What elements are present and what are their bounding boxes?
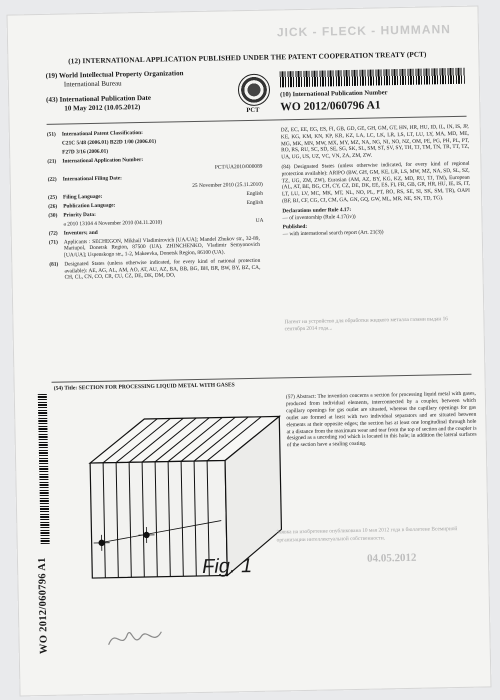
designated-states-continued: DZ, EC, EE, EG, ES, FI, GB, GD, GE, GH, GM, GT, HN, HR, HU, ID, IL, IN, IS, JP, KE, KG, KM, KN, KP, KR, KZ, LA, LC, LK, LR, LS, LT, LU, LY, MA, MD, ME, MG, MK, MN, MW, MX, MY, MZ, NA, NG, NI, NO, NZ, OM, PE, PG, PH, PL, PT, RO, RS, RU, SC, SD, SE, SG, SK, SL, SM, ST, SV, SY, TH, TJ, TM, TN, TR, TT, TZ, UA, UG, US, UZ, VC, VN, ZA, ZM, ZW.	[280, 123, 470, 161]
publication-date: 10 May 2012 (10.05.2012)	[64, 103, 141, 113]
organization-block	[46, 68, 246, 90]
publication-date-label: (43) International Publication Date	[46, 93, 152, 104]
document-title-line: (12) INTERNATIONAL APPLICATION PUBLISHED UNDER THE PATENT COOPERATION TREATY (PCT)	[68, 50, 427, 66]
biblio-row: C21C 5/48 (2006.01) B22D 1/00 (2006.01)	[61, 138, 157, 147]
bibliographic-data	[47, 128, 265, 284]
published-text: — with international search report (Art. 21(3))	[282, 229, 384, 238]
figure-label: Fig. 1	[201, 554, 253, 578]
declarations-title: Declarations under Rule 4.17:	[282, 206, 352, 215]
pct-label: PCT	[246, 106, 260, 115]
invention-title: (54) Title: SECTION FOR PROCESSING LIQUID METAL WITH GASES	[53, 382, 235, 392]
organization-subtitle: International Bureau	[63, 79, 122, 89]
publication-number-label: (10) International Publication Number	[280, 89, 388, 99]
publication-date-block	[46, 92, 246, 114]
biblio-row: (30) Priority Data:	[48, 211, 96, 219]
biblio-row: (72) Inventors; and	[48, 229, 98, 237]
biblio-row: F27D 3/16 (2006.01)	[62, 148, 109, 156]
published-title: Published:	[282, 224, 308, 231]
biblio-row: (22) International Filing Date:	[47, 175, 123, 183]
bleed-through-text: Патент на устройство для обработки жидкого металла газами выдан 16 сентября 2014 года...	[284, 316, 449, 333]
biblio-row: a 2010 13104 4 November 2010 (04.11.2010) UA	[63, 217, 264, 228]
date-stamp: 04.05.2012	[366, 551, 417, 565]
declarations	[282, 204, 470, 221]
header-divider	[47, 116, 467, 125]
biblio-row: (21) International Application Number:	[47, 156, 144, 165]
patent-document-page	[6, 6, 491, 697]
publication-number: WO 2012/060796 A1	[280, 99, 381, 114]
published-note	[283, 221, 471, 238]
side-publication-number: WO 2012/060796 A1	[36, 557, 50, 655]
biblio-row: 25 November 2010 (25.11.2010)	[192, 181, 263, 189]
designated-states	[281, 124, 471, 242]
ghost-header-text: JICK - FLECK - HUMMANN	[276, 22, 451, 40]
biblio-row: (71) Applicants : SECHEGON, Mikhail Vladimirovich [UA/UA]; Mandel Zhukov str., 32-89, Mariupol, Donetsk Region, 87500 (UA). ZHINCHENKO, Vladimir Semyonovich [UA/UA]; Uspenskogo str., 1-2, Makeevka, Donetsk Region, 86100 (UA).	[48, 235, 261, 259]
biblio-row: (51) International Patent Classification:	[46, 129, 144, 138]
abstract-text: (57) Abstract: The invention concerns a section for processing liquid metal with gases, produced from individual elements, interconnected by a coupler, between which capillary openings for gas outlet are situated, whereas the capillary openings for gas outlet are formed at least with two individual separators and are situated between elements at their opposite edges; the section has at least one longitudinal through hole at a distance from the maximum wear and tear from the top of section and the coupler is designed as a uncoding rod which is located in this hole; in addition the lateral surfaces of the section have a sealing coating.	[285, 390, 477, 449]
organization-name: (19) World Intellectual Property Organization	[45, 69, 184, 80]
biblio-row: (81) Designated States (unless otherwise indicated, for every kind of national protection available): AE, AG, AL, AM, AO, AT, AU, AZ, BA, BB, BG, BH, BR, BW, BY, BZ, CA, CH, CL, CN, CO, CR, CU, CZ, DE, DK, DM, DO,	[49, 257, 261, 281]
declarations-text: — of inventorship (Rule 4.17(iv))	[282, 213, 356, 221]
biblio-row: PCT/UA2010/000089	[214, 163, 263, 171]
bleed-through-text-bottom: Заявка на изобретение опубликована 10 мая 2012 года в бюллетене Всемирной организации интеллектуальной собственности.	[276, 526, 458, 544]
barcode	[280, 68, 465, 88]
figure-1-drawing	[69, 404, 292, 588]
biblio-row: (26) Publication Language: English	[48, 199, 264, 210]
biblio-row: (25) Filing Language: English	[47, 190, 264, 201]
regional-designated-states: (84) Designated States (unless otherwise indicated, for every kind of regional protection available): ARIPO (BW, GH, GM, KE, LR, LS, MW, MZ, NA, SD, SL, SZ, TZ, UG, ZM, ZW), Eurasian (AM, AZ, BY, KG, KZ, MD, RU, TJ, TM), European (AL, AT, BE, BG, CH, CY, CZ, DE, DK, EE, ES, FI, FR, GB, GR, HR, HU, IE, IS, IT, LT, LU, LV, MC, MK, MT, NL, NO, PL, PT, RO, RS, SE, SI, SK, SM, TR), OAPI (BF, BJ, CF, CG, CI, CM, GA, GN, GQ, GW, ML, MR, NE, SN, TD, TG).	[281, 160, 471, 205]
handwritten-signature	[103, 622, 174, 653]
